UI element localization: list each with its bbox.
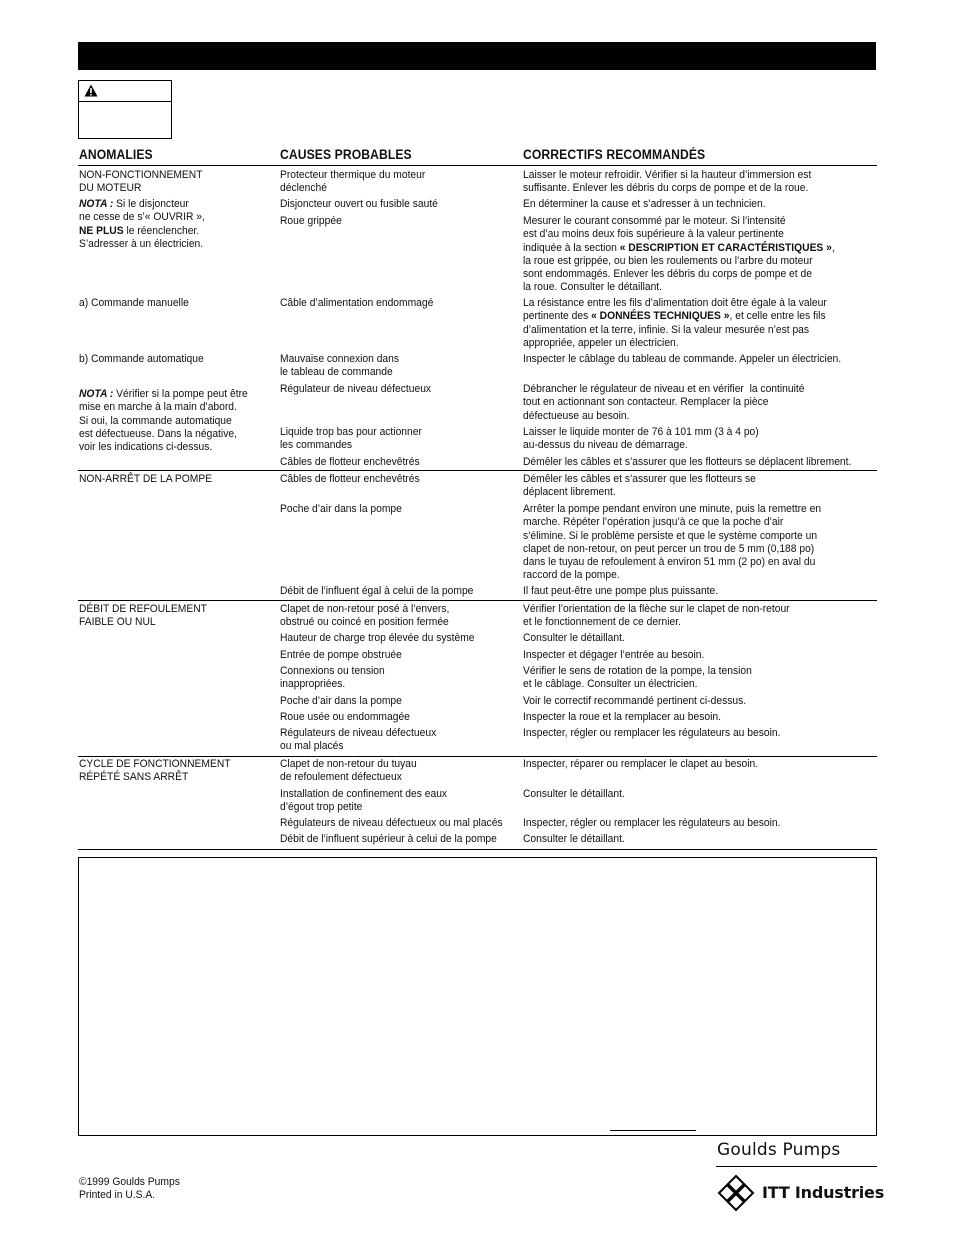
header-correctifs: CORRECTIFS RECOMMANDÉS (523, 147, 706, 162)
fix-check-valve: Vérifier l’orientation de la flèche sur le clapet de non-retour et le fonctionnement de ce dernier. (523, 603, 790, 629)
cause-breaker-open: Disjoncteur ouvert ou fusible sauté (280, 198, 438, 210)
cause-air-lock: Poche d’air dans la pompe (280, 503, 402, 515)
fix-power-cable: La résistance entre les fils d’alimentation doit être égale à la valeur pertinente des « DONNÉES TECHNIQUES », et celle entre les fils d’alimentation et la terre, infinie. Si la valeur mesurée n’est pas appropriée, appeler un électricien. (523, 297, 827, 349)
section-rule (78, 600, 877, 601)
fix-air-lock: Arrêter la pompe pendant environ une minute, puis la remettre en marche. Répéter l’opération jusqu’à ce que la poche d’air s’élimine. Si le problème persiste et que le système comporte un clapet de non-retour, on peut percer un trou de 5 mm (0,188 po) dans le tuyau de refoulement à environ 51 mm (2 po) en aval du raccord de la pompe. (523, 503, 822, 582)
cause-basin-too-small: Installation de confinement des eaux d’égout trop petite (280, 788, 448, 814)
fix-liquid-low: Laisser le liquide monter de 76 à 101 mm (3 à 4 po) au-dessus du niveau de démarrage. (523, 426, 759, 452)
warning-box (78, 80, 172, 139)
signature-line (610, 1130, 696, 1131)
manual-control-label: a) Commande manuelle (79, 297, 189, 309)
auto-control-label: b) Commande automatique (79, 353, 204, 365)
warning-triangle-icon (84, 84, 98, 97)
fix-impeller-worn: Inspecter la roue et la remplacer au besoin. (523, 711, 721, 723)
title-bar (78, 42, 876, 70)
fix-connections-voltage: Vérifier le sens de rotation de la pompe, la tension et le câblage. Consulter un électricien. (523, 665, 752, 691)
note-breaker: NOTA : Si le disjoncteur ne cesse de s’« OUVRIR », NE PLUS le réenclencher. S’adresser à un électricien. (79, 198, 205, 250)
cause-regulators-defective: Régulateurs de niveau défectueux ou mal placés (280, 817, 503, 829)
cause-power-cable: Câble d’alimentation endommagé (280, 297, 434, 309)
cause-connections-voltage: Connexions ou tension inappropriées. (280, 665, 385, 691)
cause-liquid-low: Liquide trop bas pour actionner les commandes (280, 426, 422, 452)
header-anomalies: ANOMALIES (79, 147, 153, 162)
warranty-box (78, 857, 877, 1136)
goulds-pumps-logo: Goulds Pumps (717, 1140, 841, 1160)
cause-level-regulator: Régulateur de niveau défectueux (280, 383, 432, 395)
table-bottom-rule (78, 849, 877, 850)
brand-rule (716, 1166, 877, 1167)
symptom-continuous-cycling: CYCLE DE FONCTIONNEMENT RÉPÉTÉ SANS ARRÊT (79, 758, 231, 784)
cause-impeller-seized: Roue grippée (280, 215, 342, 227)
symptom-motor-not-running: NON-FONCTIONNEMENT DU MOTEUR (79, 169, 203, 195)
cause-float-tangled: Câbles de flotteur enchevêtrés (280, 456, 420, 468)
fix-float-tangled-2: Démêler les câbles et s’assurer que les flotteurs se déplacent librement. (523, 473, 756, 499)
fix-regulators-defective: Inspecter, régler ou remplacer les régulateurs au besoin. (523, 817, 781, 829)
cause-regulators-misplaced: Régulateurs de niveau défectueux ou mal placés (280, 727, 437, 753)
itt-industries-logo: ITT Industries (762, 1183, 885, 1202)
fix-air-lock-2: Voir le correctif recommandé pertinent ci-dessus. (523, 695, 747, 707)
fix-discharge-check-valve: Inspecter, réparer ou remplacer le clapet au besoin. (523, 758, 759, 770)
fix-bad-connection: Inspecter le câblage du tableau de commande. Appeler un électricien. (523, 353, 842, 365)
fix-regulators-misplaced: Inspecter, régler ou remplacer les régulateurs au besoin. (523, 727, 781, 739)
section-rule (78, 756, 877, 757)
fix-head-too-high: Consulter le détaillant. (523, 632, 625, 644)
cause-check-valve: Clapet de non-retour posé à l’envers, obstrué ou coincé en position fermée (280, 603, 450, 629)
cause-thermal-protector: Protecteur thermique du moteur déclenché (280, 169, 426, 195)
cause-inflow-greater: Débit de l’influent supérieur à celui de la pompe (280, 833, 497, 845)
symptom-pump-not-stopping: NON-ARRÊT DE LA POMPE (79, 473, 213, 485)
fix-breaker-open: En déterminer la cause et s’adresser à un technicien. (523, 198, 766, 210)
fix-basin-too-small: Consulter le détaillant. (523, 788, 625, 800)
cause-discharge-check-valve: Clapet de non-retour du tuyau de refoulement défectueux (280, 758, 417, 784)
fix-impeller-seized: Mesurer le courant consommé par le moteur. Si l’intensité est d’au moins deux fois supérieure à la valeur pertinente indiquée à la section « DESCRIPTION ET CARACTÉRISTIQUES », la roue est grippée, ou bien les roulements ou l’arbre du moteur sont endommagés. Enlever les débris du corps de pompe et de la roue. Consulter le détaillant. (523, 215, 835, 294)
fix-thermal-protector: Laisser le moteur refroidir. Vérifier si la hauteur d’immersion est suffisante. Enlever les débris du corps de pompe et de la roue. (523, 169, 812, 195)
cause-inflow-equal: Débit de l’influent égal à celui de la pompe (280, 585, 474, 597)
cause-inlet-blocked: Entrée de pompe obstruée (280, 649, 402, 661)
cause-float-tangled-2: Câbles de flotteur enchevêtrés (280, 473, 420, 485)
cause-air-lock-2: Poche d’air dans la pompe (280, 695, 402, 707)
symptom-low-discharge: DÉBIT DE REFOULEMENT FAIBLE OU NUL (79, 603, 207, 629)
fix-level-regulator: Débrancher le régulateur de niveau et en vérifier la continuité tout en actionnant son contacteur. Remplacer la pièce défectueuse au besoin. (523, 383, 805, 422)
fix-inflow-greater: Consulter le détaillant. (523, 833, 625, 845)
cause-head-too-high: Hauteur de charge trop élevée du système (280, 632, 475, 644)
header-causes: CAUSES PROBABLES (280, 147, 412, 162)
copyright-text: ©1999 Goulds Pumps Printed in U.S.A. (79, 1176, 180, 1202)
fix-inflow-equal: Il faut peut-être une pompe plus puissante. (523, 585, 719, 597)
note-manual-start: NOTA : Vérifier si la pompe peut être mise en marche à la main d’abord. Si oui, la commande automatique est défectueuse. Dans la négative, voir les indications ci-dessus. (79, 388, 248, 454)
cause-bad-connection: Mauvaise connexion dans le tableau de commande (280, 353, 400, 379)
warning-strip (79, 81, 171, 102)
section-rule (78, 470, 877, 471)
fix-float-tangled: Démêler les câbles et s’assurer que les flotteurs se déplacent librement. (523, 456, 852, 468)
fix-inlet-blocked: Inspecter et dégager l’entrée au besoin. (523, 649, 705, 661)
header-rule (78, 165, 877, 166)
itt-diamond-logo-icon (717, 1174, 755, 1212)
cause-impeller-worn: Roue usée ou endommagée (280, 711, 410, 723)
